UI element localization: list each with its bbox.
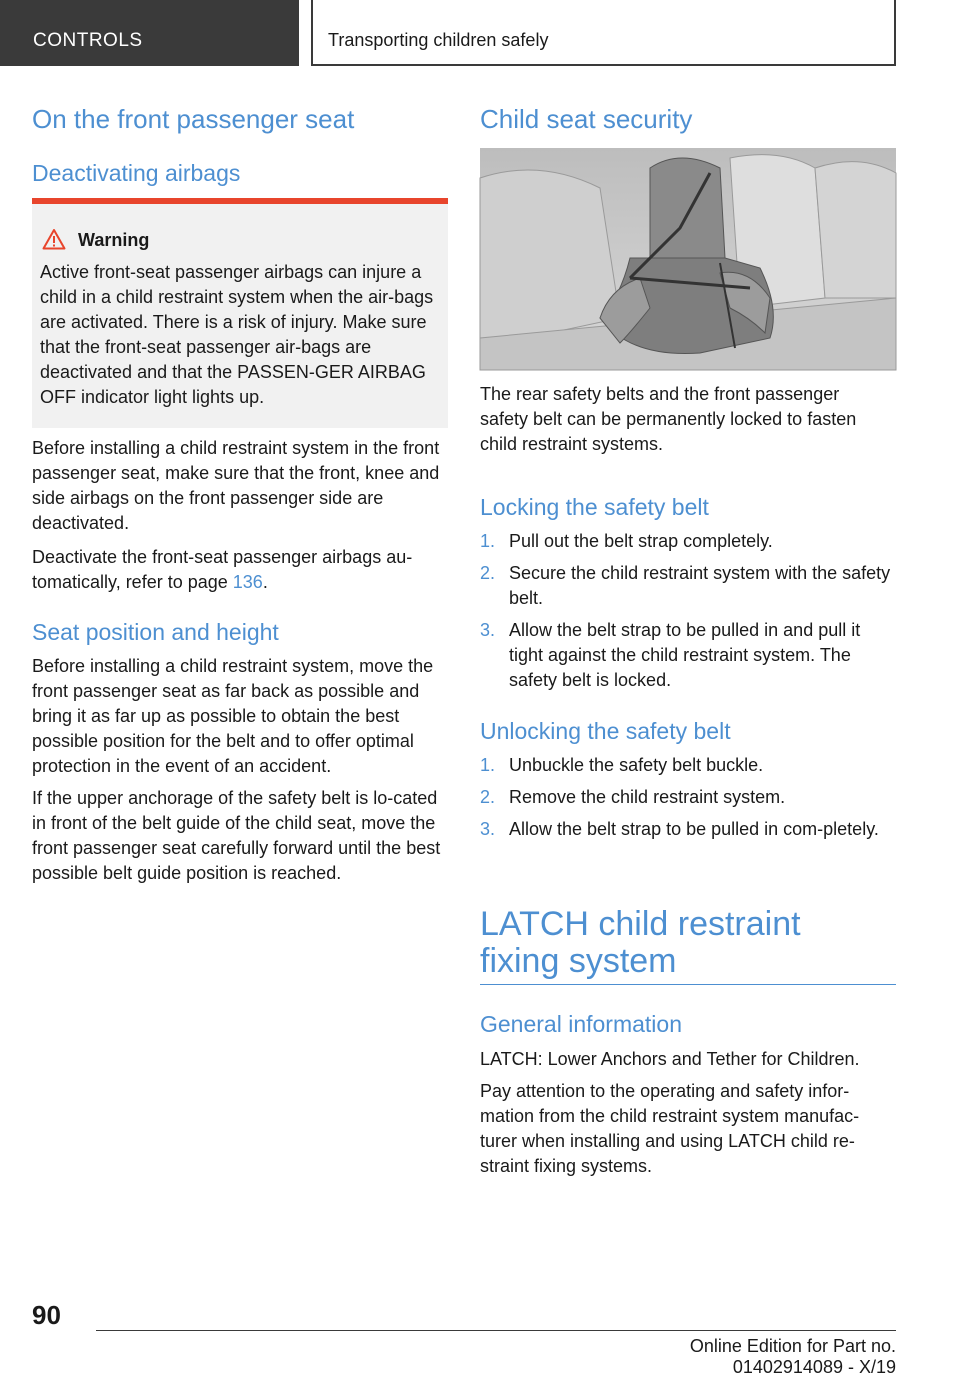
step-text: Allow the belt strap to be pulled in com-pletely.: [509, 819, 879, 839]
heading-unlocking-belt: Unlocking the safety belt: [480, 718, 731, 744]
warning-triangle-icon: [42, 228, 66, 250]
footer-divider: [96, 1330, 896, 1331]
header-section-label: CONTROLS: [33, 30, 143, 51]
step-number: 1.: [480, 531, 496, 551]
paragraph-belts-locked: The rear safety belts and the front passenger safety belt can be permanently locked to fasten child restraint systems.: [480, 384, 857, 454]
step-text: Remove the child restraint system.: [509, 787, 786, 807]
footer-edition: Online Edition for Part no. 01402914089 - X/19: [689, 1336, 896, 1377]
warning-title: Warning: [78, 230, 150, 250]
heading-locking-belt: Locking the safety belt: [480, 494, 709, 520]
unlocking-steps-list: [480, 753, 896, 849]
step-text: Unbuckle the safety belt buckle.: [509, 755, 764, 775]
heading-front-passenger-seat: On the front passenger seat: [32, 104, 355, 134]
step-text: Pull out the belt strap completely.: [509, 531, 773, 551]
page-number: 90: [32, 1300, 61, 1330]
list-item: [480, 529, 896, 554]
paragraph-deactivate-text: Deactivate the front-seat passenger airbags au-tomatically, refer to page: [32, 547, 413, 592]
heading-general-information: General information: [480, 1011, 682, 1037]
list-item: [480, 618, 896, 693]
warning-box: [32, 198, 448, 428]
paragraph-latch-definition: LATCH: Lower Anchors and Tether for Children.: [480, 1049, 860, 1069]
child-seat-illustration: [480, 148, 896, 370]
child-seat-drawing: [480, 148, 896, 370]
list-item: [480, 753, 896, 778]
page-reference-link[interactable]: 136: [232, 572, 263, 592]
locking-steps-list: [480, 529, 896, 700]
header-chapter-tab: [311, 0, 896, 66]
section-divider: [480, 984, 896, 985]
paragraph-seat-position: Before installing a child restraint system, move the front passenger seat as far back as possible and bring it as far up as possible to obtain the best possible position for the belt and to offer optimal protection in the event of an accident.: [32, 656, 434, 776]
heading-child-seat-security: Child seat security: [480, 104, 693, 134]
step-number: 3.: [480, 819, 496, 839]
step-number: 1.: [480, 755, 496, 775]
paragraph-latch-safety: Pay attention to the operating and safety infor-mation from the child restraint system manufac-turer when installing and using LATCH child re-straint fixing systems.: [480, 1081, 860, 1176]
list-item: [480, 817, 896, 842]
heading-seat-position: Seat position and height: [32, 619, 279, 645]
heading-latch-system: LATCH child restraint fixing system: [480, 905, 801, 980]
paragraph-install-check: Before installing a child restraint system in the front passenger seat, make sure that the front, knee and side airbags on the front passenger side are deactivated.: [32, 438, 440, 533]
step-number: 2.: [480, 787, 496, 807]
step-number: 3.: [480, 620, 496, 640]
paragraph-deactivate-suffix: .: [262, 572, 268, 592]
warning-text: Active front-seat passenger airbags can injure a child in a child restraint system when the air-bags are activated. There is a risk of injury. Make sure that the front-seat passenger air-bags are deactivated and that the PASSEN-GER AIRBAG OFF indicator light lights up.: [40, 262, 434, 407]
header-chapter-label: Transporting children safely: [328, 30, 549, 50]
list-item: [480, 561, 896, 611]
step-number: 2.: [480, 563, 496, 583]
step-text: Allow the belt strap to be pulled in and pull it tight against the child restraint system. The safety belt is locked.: [509, 620, 861, 690]
paragraph-deactivate-ref: [32, 545, 442, 595]
heading-deactivating-airbags: Deactivating airbags: [32, 160, 241, 186]
header-section-tab: [0, 0, 299, 66]
step-text: Secure the child restraint system with the safety belt.: [509, 563, 891, 608]
list-item: [480, 785, 896, 810]
paragraph-upper-anchorage: If the upper anchorage of the safety belt is lo-cated in front of the belt guide of the child seat, move the front passenger seat carefully forward until the best possible belt guide position is reached.: [32, 788, 441, 883]
